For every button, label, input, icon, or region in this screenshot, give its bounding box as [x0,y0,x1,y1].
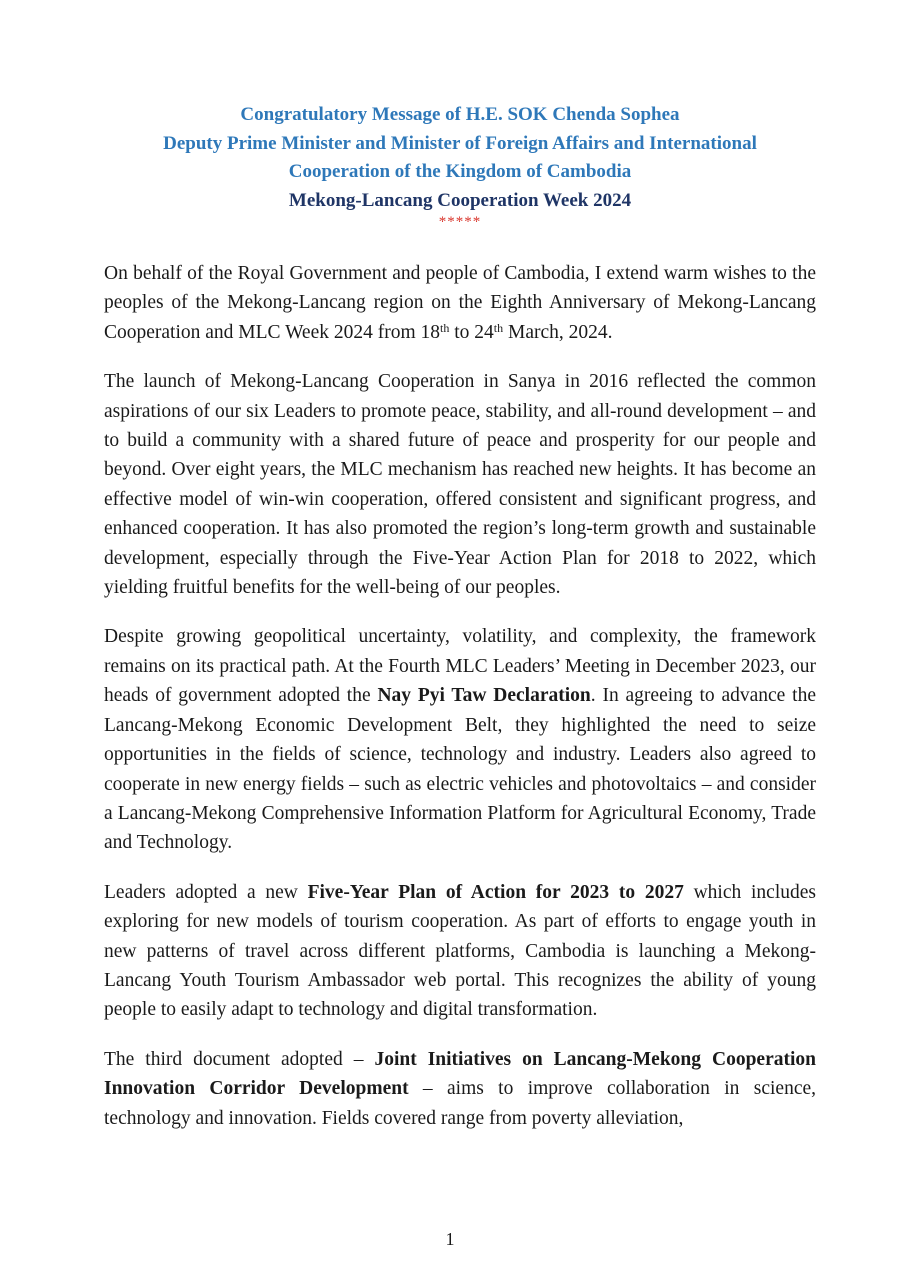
document-body [104,259,816,1153]
paragraph-4-text-b: which includes exploring for new models of tourism cooperation. As part of efforts to engage youth in new patterns of travel across different platforms, Cambodia is launching a Mekong-Lancang Youth Tourism Ambassador web portal. This recognizes the ability of young people to easily adapt to technology and digital transformation. [104,881,816,1021]
paragraph-3-text-b: . In agreeing to advance the Lancang-Mekong Economic Development Belt, they highlighted the need to seize opportunities in the fields of science, technology and industry. Leaders also agreed to cooperate in new energy fields – such as electric vehicles and photovoltaics – and consider a Lancang-Mekong Comprehensive Information Platform for Agricultural Economy, Trade and Technology. [104,685,816,854]
paragraph-3-text-a: Despite growing geopolitical uncertainty, volatility, and complexity, the framework remains on its practical path. At the Fourth MLC Leaders’ Meeting in December 2023, our heads of government adopted the [104,626,816,707]
header-official-title-line-2: Cooperation of the Kingdom of Cambodia [288,161,632,182]
header-event-title: Mekong-Lancang Cooperation Week 2024 [288,189,632,211]
paragraph-5-text-b: – aims to improve collaboration in science, technology and innovation. Fields covered range from poverty alleviation, [104,1078,817,1129]
paragraph-2: The launch of Mekong-Lancang Cooperation in Sanya in 2016 reflected the common aspirations of our six Leaders to promote peace, stability, and all-round development – and to build a community with a shared future of peace and prosperity for our people and beyond. Over eight years, the MLC mechanism has reached new heights. It has become an effective model of win-win cooperation, offered consistent and significant progress, and enhanced cooperation. It has also promoted the region’s long-term growth and sustainable development, especially through the Five-Year Action Plan for 2018 to 2022, which yielding fruitful benefits for the well-being of our peoples. [104,371,816,599]
page-number: 1 [445,1229,455,1249]
document-header [60,101,860,229]
superscript-th-2: th [493,320,504,335]
paragraph-1-text-c: March, 2024. [503,321,613,343]
paragraph-4 [104,878,816,1025]
paragraph-4-text-a: Leaders adopted a new [104,881,308,903]
paragraph-5-text-a: The third document adopted – [104,1048,375,1070]
paragraph-1 [104,259,816,347]
header-official-title-line: Deputy Prime Minister and Minister of Foreign Affairs and International [163,132,757,154]
paragraph-1-text-b: to 24 [449,321,494,343]
paragraph-3-bold: Nay Pyi Taw Declaration [377,685,591,707]
paragraph-1-text-a: On behalf of the Royal Government and people of Cambodia, I extend warm wishes to the peoples of the Mekong-Lancang region on the Eighth Anniversary of Mekong-Lancang Cooperation and MLC Week 2024 from 18 [104,263,816,343]
header-separator: ***** [438,214,482,230]
paragraph-3 [104,622,816,857]
superscript-th-1: th [440,320,450,335]
paragraph-5 [104,1045,816,1133]
paragraph-5-bold: Joint Initiatives on Lancang-Mekong Cooperation Innovation Corridor Development [104,1048,816,1100]
header-title-line: Congratulatory Message of H.E. SOK Chenda Sophea [240,104,680,125]
paragraph-4-bold: Five-Year Plan of Action for 2023 to 2027 [307,881,684,903]
